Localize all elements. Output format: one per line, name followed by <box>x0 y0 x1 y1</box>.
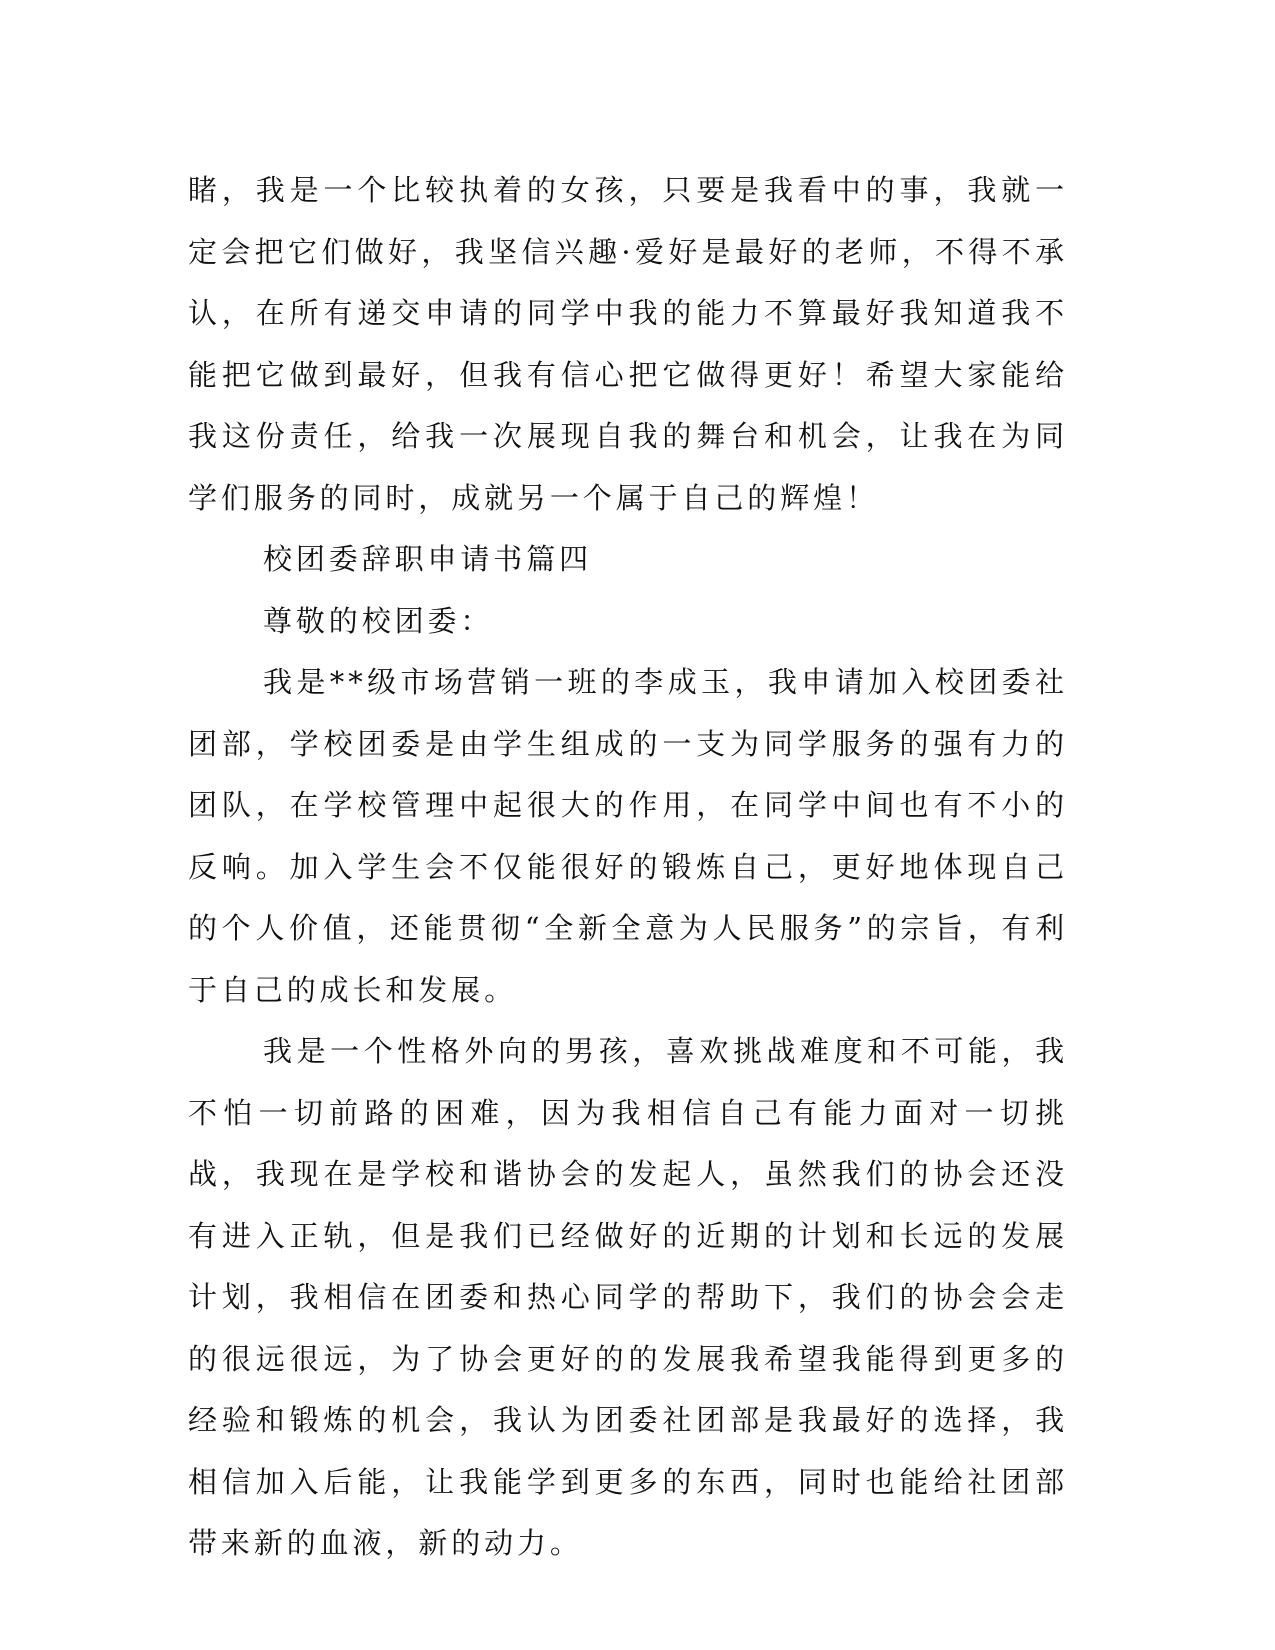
paragraph-self-description: 我是一个性格外向的男孩，喜欢挑战难度和不可能，我不怕一切前路的困难，因为我相信自己有能力面对一切挑战，我现在是学校和谐协会的发起人，虽然我们的协会还没有进入正轨，但是我们已经做好的近期的计划和长远的发展计划，我相信在团委和热心同学的帮助下，我们的协会会走的很远很远，为了协会更好的的发展我希望我能得到更多的经验和锻炼的机会，我认为团委社团部是我最好的选择，我相信加入后能，让我能学到更多的东西，同时也能给社团部带来新的血液，新的动力。 <box>188 1034 1068 1560</box>
paragraph-introduction: 我是**级市场营销一班的李成玉，我申请加入校团委社团部，学校团委是由学生组成的一支为同学服务的强有力的团队，在学校管理中起很大的作用，在同学中间也有不小的反响。加入学生会不仅能很好的锻炼自己，更好地体现自己的个人价值，还能贯彻“全新全意为人民服务”的宗旨，有利于自己的成长和发展。 <box>188 665 1068 1007</box>
paragraph-continuation: 睹，我是一个比较执着的女孩，只要是我看中的事，我就一定会把它们做好，我坚信兴趣·爱好是最好的老师，不得不承认，在所有递交申请的同学中我的能力不算最好我知道我不能把它做到最好，但我有信心把它做得更好！希望大家能给我这份责任，给我一次展现自我的舞台和机会，让我在为同学们服务的同时，成就另一个属于自己的辉煌！ <box>188 173 1068 515</box>
section-heading: 校团委辞职申请书篇四 <box>263 542 593 576</box>
salutation: 尊敬的校团委： <box>263 603 494 638</box>
document-body <box>188 160 1068 1575</box>
